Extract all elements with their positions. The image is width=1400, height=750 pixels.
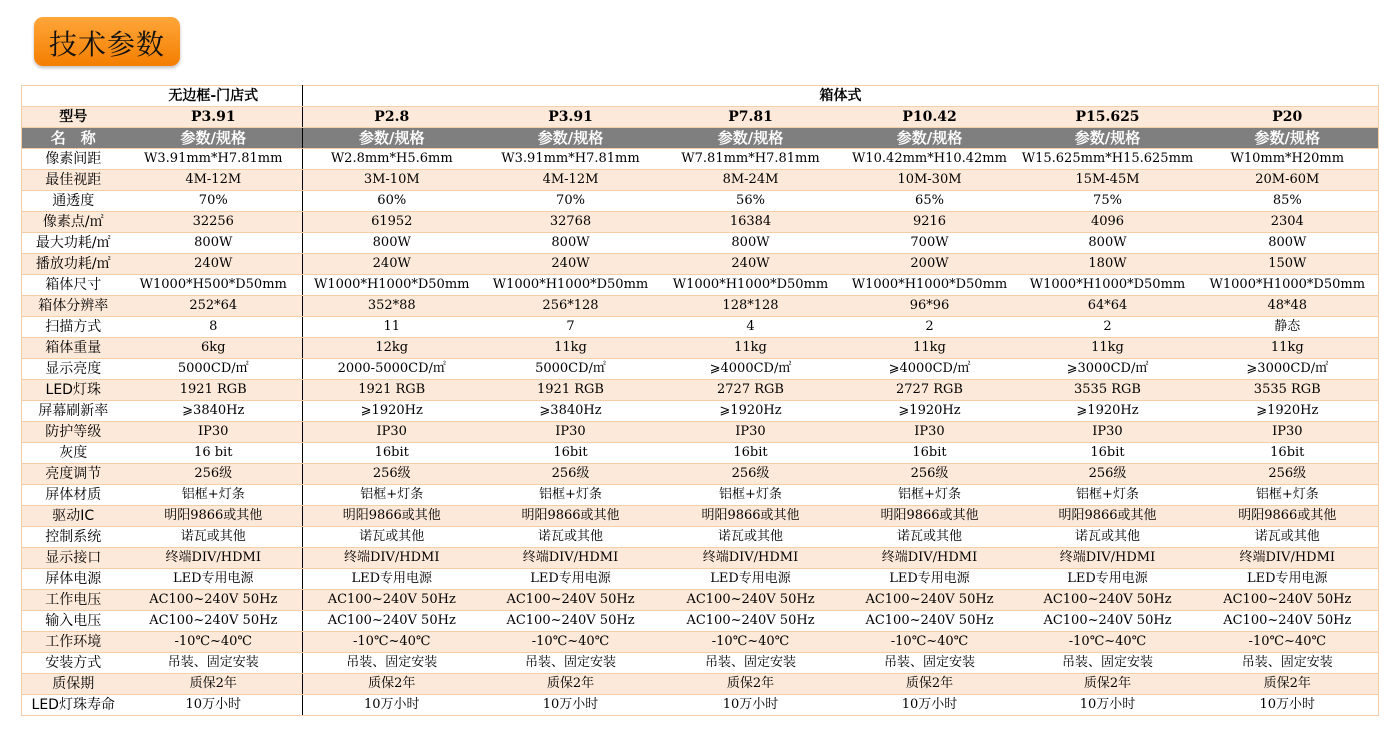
value-cell: 256级 bbox=[661, 464, 841, 485]
value-cell: 质保2年 bbox=[1197, 674, 1379, 695]
value-cell: 20M-60M bbox=[1197, 170, 1379, 191]
table-row bbox=[22, 506, 1379, 527]
value-cell: 明阳9866或其他 bbox=[1197, 506, 1379, 527]
value-cell: 64*64 bbox=[1019, 296, 1197, 317]
value-cell: 终端DIV/HDMI bbox=[841, 548, 1019, 569]
table-row bbox=[22, 632, 1379, 653]
row-label: 控制系统 bbox=[22, 527, 125, 548]
value-cell: LED专用电源 bbox=[1197, 569, 1379, 590]
value-cell: W1000*H1000*D50mm bbox=[481, 275, 661, 296]
model-cell: P15.625 bbox=[1019, 107, 1197, 128]
table-row bbox=[22, 590, 1379, 611]
value-cell: 96*96 bbox=[841, 296, 1019, 317]
value-cell: 240W bbox=[125, 254, 303, 275]
value-cell: 12kg bbox=[303, 338, 481, 359]
table-row bbox=[22, 485, 1379, 506]
value-cell: 10万小时 bbox=[661, 695, 841, 716]
value-cell: 256*128 bbox=[481, 296, 661, 317]
value-cell: 11kg bbox=[1197, 338, 1379, 359]
value-cell: AC100~240V 50Hz bbox=[125, 611, 303, 632]
value-cell: 16bit bbox=[841, 443, 1019, 464]
value-cell: 明阳9866或其他 bbox=[481, 506, 661, 527]
value-cell: 15M-45M bbox=[1019, 170, 1197, 191]
value-cell: 200W bbox=[841, 254, 1019, 275]
table-row bbox=[22, 359, 1379, 380]
value-cell: 终端DIV/HDMI bbox=[1019, 548, 1197, 569]
value-cell: W15.625mm*H15.625mm bbox=[1019, 149, 1197, 170]
row-label: 通透度 bbox=[22, 191, 125, 212]
value-cell: 16384 bbox=[661, 212, 841, 233]
value-cell: 256级 bbox=[841, 464, 1019, 485]
param-column-header: 参数/规格 bbox=[1019, 128, 1197, 149]
row-label: 最大功耗/㎡ bbox=[22, 233, 125, 254]
table-row bbox=[22, 191, 1379, 212]
value-cell: ⩾1920Hz bbox=[1019, 401, 1197, 422]
value-cell: AC100~240V 50Hz bbox=[1197, 611, 1379, 632]
model-cell: P10.42 bbox=[841, 107, 1019, 128]
value-cell: 6kg bbox=[125, 338, 303, 359]
row-label: 像素点/㎡ bbox=[22, 212, 125, 233]
value-cell: 2 bbox=[1019, 317, 1197, 338]
value-cell: AC100~240V 50Hz bbox=[303, 611, 481, 632]
row-label: 显示亮度 bbox=[22, 359, 125, 380]
value-cell: 明阳9866或其他 bbox=[125, 506, 303, 527]
value-cell: ⩾1920Hz bbox=[841, 401, 1019, 422]
param-column-header: 参数/规格 bbox=[1197, 128, 1379, 149]
value-cell: 4 bbox=[661, 317, 841, 338]
value-cell: 明阳9866或其他 bbox=[303, 506, 481, 527]
row-label: 像素间距 bbox=[22, 149, 125, 170]
value-cell: LED专用电源 bbox=[661, 569, 841, 590]
value-cell: 8M-24M bbox=[661, 170, 841, 191]
value-cell: 质保2年 bbox=[303, 674, 481, 695]
value-cell: IP30 bbox=[1019, 422, 1197, 443]
value-cell: 48*48 bbox=[1197, 296, 1379, 317]
value-cell: W3.91mm*H7.81mm bbox=[125, 149, 303, 170]
value-cell: 16 bit bbox=[125, 443, 303, 464]
param-column-header: 参数/规格 bbox=[481, 128, 661, 149]
value-cell: AC100~240V 50Hz bbox=[1019, 611, 1197, 632]
value-cell: 240W bbox=[303, 254, 481, 275]
value-cell: 32768 bbox=[481, 212, 661, 233]
value-cell: 240W bbox=[481, 254, 661, 275]
row-label: 驱动IC bbox=[22, 506, 125, 527]
value-cell: 吊装、固定安装 bbox=[303, 653, 481, 674]
value-cell: AC100~240V 50Hz bbox=[1019, 590, 1197, 611]
value-cell: 吊装、固定安装 bbox=[1019, 653, 1197, 674]
value-cell: 10万小时 bbox=[1019, 695, 1197, 716]
table-row bbox=[22, 296, 1379, 317]
value-cell: 800W bbox=[125, 233, 303, 254]
value-cell: 352*88 bbox=[303, 296, 481, 317]
value-cell: 800W bbox=[481, 233, 661, 254]
value-cell: LED专用电源 bbox=[841, 569, 1019, 590]
value-cell: W10mm*H20mm bbox=[1197, 149, 1379, 170]
value-cell: LED专用电源 bbox=[1019, 569, 1197, 590]
value-cell: 终端DIV/HDMI bbox=[125, 548, 303, 569]
value-cell: -10℃~40℃ bbox=[841, 632, 1019, 653]
value-cell: 铝框+灯条 bbox=[303, 485, 481, 506]
value-cell: 16bit bbox=[481, 443, 661, 464]
value-cell: 800W bbox=[303, 233, 481, 254]
param-column-header: 参数/规格 bbox=[661, 128, 841, 149]
value-cell: IP30 bbox=[125, 422, 303, 443]
value-cell: 2 bbox=[841, 317, 1019, 338]
value-cell: 吊装、固定安装 bbox=[661, 653, 841, 674]
value-cell: 75% bbox=[1019, 191, 1197, 212]
value-cell: 铝框+灯条 bbox=[481, 485, 661, 506]
param-column-header: 参数/规格 bbox=[303, 128, 481, 149]
param-column-header: 参数/规格 bbox=[841, 128, 1019, 149]
table-row bbox=[22, 149, 1379, 170]
value-cell: 2304 bbox=[1197, 212, 1379, 233]
group-header-frameless: 无边框-门店式 bbox=[125, 86, 303, 107]
column-header-row bbox=[22, 128, 1379, 149]
table-row bbox=[22, 527, 1379, 548]
value-cell: AC100~240V 50Hz bbox=[303, 590, 481, 611]
model-cell: P20 bbox=[1197, 107, 1379, 128]
row-label: 灰度 bbox=[22, 443, 125, 464]
row-label: 箱体重量 bbox=[22, 338, 125, 359]
value-cell: 11kg bbox=[661, 338, 841, 359]
spec-table-body bbox=[22, 86, 1379, 716]
param-column-header: 参数/规格 bbox=[125, 128, 303, 149]
value-cell: 70% bbox=[125, 191, 303, 212]
value-cell: 8 bbox=[125, 317, 303, 338]
value-cell: 1921 RGB bbox=[303, 380, 481, 401]
value-cell: 铝框+灯条 bbox=[841, 485, 1019, 506]
value-cell: IP30 bbox=[661, 422, 841, 443]
value-cell: AC100~240V 50Hz bbox=[661, 590, 841, 611]
value-cell: 16bit bbox=[1019, 443, 1197, 464]
value-cell: AC100~240V 50Hz bbox=[1197, 590, 1379, 611]
value-cell: 质保2年 bbox=[661, 674, 841, 695]
value-cell: 5000CD/㎡ bbox=[125, 359, 303, 380]
value-cell: 吊装、固定安装 bbox=[1197, 653, 1379, 674]
value-cell: 252*64 bbox=[125, 296, 303, 317]
value-cell: 3M-10M bbox=[303, 170, 481, 191]
row-label: 质保期 bbox=[22, 674, 125, 695]
value-cell: 11kg bbox=[481, 338, 661, 359]
model-cell: P7.81 bbox=[661, 107, 841, 128]
row-label: LED灯珠 bbox=[22, 380, 125, 401]
model-cell: P3.91 bbox=[481, 107, 661, 128]
value-cell: 明阳9866或其他 bbox=[841, 506, 1019, 527]
table-row bbox=[22, 443, 1379, 464]
value-cell: ⩾3840Hz bbox=[481, 401, 661, 422]
value-cell: 11 bbox=[303, 317, 481, 338]
spec-table bbox=[21, 85, 1379, 716]
table-row bbox=[22, 233, 1379, 254]
value-cell: W7.81mm*H7.81mm bbox=[661, 149, 841, 170]
value-cell: 10M-30M bbox=[841, 170, 1019, 191]
value-cell: 10万小时 bbox=[303, 695, 481, 716]
value-cell: ⩾3000CD/㎡ bbox=[1019, 359, 1197, 380]
value-cell: ⩾3000CD/㎡ bbox=[1197, 359, 1379, 380]
table-row bbox=[22, 674, 1379, 695]
value-cell: W1000*H1000*D50mm bbox=[661, 275, 841, 296]
value-cell: 质保2年 bbox=[125, 674, 303, 695]
value-cell: 5000CD/㎡ bbox=[481, 359, 661, 380]
table-row bbox=[22, 401, 1379, 422]
value-cell: 诺瓦或其他 bbox=[481, 527, 661, 548]
value-cell: 铝框+灯条 bbox=[1019, 485, 1197, 506]
row-label: 工作电压 bbox=[22, 590, 125, 611]
row-label: 屏幕刷新率 bbox=[22, 401, 125, 422]
value-cell: 128*128 bbox=[661, 296, 841, 317]
value-cell: 4096 bbox=[1019, 212, 1197, 233]
row-label: 亮度调节 bbox=[22, 464, 125, 485]
value-cell: 61952 bbox=[303, 212, 481, 233]
value-cell: 质保2年 bbox=[481, 674, 661, 695]
table-row bbox=[22, 464, 1379, 485]
table-row bbox=[22, 338, 1379, 359]
value-cell: 800W bbox=[661, 233, 841, 254]
value-cell: 10万小时 bbox=[841, 695, 1019, 716]
value-cell: 3535 RGB bbox=[1019, 380, 1197, 401]
value-cell: IP30 bbox=[481, 422, 661, 443]
table-row bbox=[22, 170, 1379, 191]
value-cell: ⩾1920Hz bbox=[303, 401, 481, 422]
model-label: 型号 bbox=[22, 107, 125, 128]
value-cell: 诺瓦或其他 bbox=[661, 527, 841, 548]
value-cell: LED专用电源 bbox=[125, 569, 303, 590]
row-label: 显示接口 bbox=[22, 548, 125, 569]
value-cell: 10万小时 bbox=[125, 695, 303, 716]
value-cell: W1000*H1000*D50mm bbox=[303, 275, 481, 296]
value-cell: 质保2年 bbox=[841, 674, 1019, 695]
value-cell: 9216 bbox=[841, 212, 1019, 233]
model-cell: P2.8 bbox=[303, 107, 481, 128]
value-cell: 7 bbox=[481, 317, 661, 338]
value-cell: 诺瓦或其他 bbox=[125, 527, 303, 548]
value-cell: -10℃~40℃ bbox=[303, 632, 481, 653]
value-cell: ⩾1920Hz bbox=[661, 401, 841, 422]
table-row bbox=[22, 695, 1379, 716]
value-cell: 56% bbox=[661, 191, 841, 212]
table-row bbox=[22, 611, 1379, 632]
row-label: 扫描方式 bbox=[22, 317, 125, 338]
value-cell: ⩾4000CD/㎡ bbox=[841, 359, 1019, 380]
table-row bbox=[22, 254, 1379, 275]
table-row bbox=[22, 548, 1379, 569]
value-cell: 2727 RGB bbox=[841, 380, 1019, 401]
value-cell: 85% bbox=[1197, 191, 1379, 212]
value-cell: 256级 bbox=[303, 464, 481, 485]
table-row bbox=[22, 380, 1379, 401]
value-cell: 1921 RGB bbox=[481, 380, 661, 401]
group-header-cabinet: 箱体式 bbox=[303, 86, 1379, 107]
row-label: 最佳视距 bbox=[22, 170, 125, 191]
row-label: 播放功耗/㎡ bbox=[22, 254, 125, 275]
row-label: 屏体材质 bbox=[22, 485, 125, 506]
value-cell: W10.42mm*H10.42mm bbox=[841, 149, 1019, 170]
value-cell: 终端DIV/HDMI bbox=[303, 548, 481, 569]
value-cell: 明阳9866或其他 bbox=[661, 506, 841, 527]
value-cell: 256级 bbox=[1197, 464, 1379, 485]
name-column-header: 名 称 bbox=[22, 128, 125, 149]
row-label: LED灯珠寿命 bbox=[22, 695, 125, 716]
row-label: 箱体分辨率 bbox=[22, 296, 125, 317]
model-row bbox=[22, 107, 1379, 128]
table-row bbox=[22, 317, 1379, 338]
value-cell: 终端DIV/HDMI bbox=[481, 548, 661, 569]
row-label: 工作环境 bbox=[22, 632, 125, 653]
value-cell: AC100~240V 50Hz bbox=[661, 611, 841, 632]
value-cell: -10℃~40℃ bbox=[1019, 632, 1197, 653]
value-cell: 16bit bbox=[661, 443, 841, 464]
value-cell: 终端DIV/HDMI bbox=[661, 548, 841, 569]
value-cell: 2000-5000CD/㎡ bbox=[303, 359, 481, 380]
value-cell: 诺瓦或其他 bbox=[841, 527, 1019, 548]
value-cell: 16bit bbox=[303, 443, 481, 464]
value-cell: -10℃~40℃ bbox=[481, 632, 661, 653]
value-cell: 800W bbox=[1197, 233, 1379, 254]
value-cell: 16bit bbox=[1197, 443, 1379, 464]
value-cell: 诺瓦或其他 bbox=[303, 527, 481, 548]
value-cell: 150W bbox=[1197, 254, 1379, 275]
value-cell: 诺瓦或其他 bbox=[1197, 527, 1379, 548]
value-cell: -10℃~40℃ bbox=[1197, 632, 1379, 653]
value-cell: IP30 bbox=[841, 422, 1019, 443]
value-cell: 256级 bbox=[481, 464, 661, 485]
value-cell: 1921 RGB bbox=[125, 380, 303, 401]
section-title: 技术参数 bbox=[48, 28, 165, 61]
value-cell: 60% bbox=[303, 191, 481, 212]
value-cell: 240W bbox=[661, 254, 841, 275]
value-cell: 3535 RGB bbox=[1197, 380, 1379, 401]
value-cell: ⩾3840Hz bbox=[125, 401, 303, 422]
value-cell: LED专用电源 bbox=[303, 569, 481, 590]
value-cell: AC100~240V 50Hz bbox=[481, 590, 661, 611]
value-cell: 质保2年 bbox=[1019, 674, 1197, 695]
value-cell: 65% bbox=[841, 191, 1019, 212]
value-cell: W1000*H1000*D50mm bbox=[1197, 275, 1379, 296]
value-cell: W1000*H1000*D50mm bbox=[841, 275, 1019, 296]
value-cell: -10℃~40℃ bbox=[661, 632, 841, 653]
value-cell: 终端DIV/HDMI bbox=[1197, 548, 1379, 569]
value-cell: 32256 bbox=[125, 212, 303, 233]
value-cell: ⩾4000CD/㎡ bbox=[661, 359, 841, 380]
value-cell: 4M-12M bbox=[125, 170, 303, 191]
value-cell: 180W bbox=[1019, 254, 1197, 275]
value-cell: 11kg bbox=[841, 338, 1019, 359]
value-cell: W2.8mm*H5.6mm bbox=[303, 149, 481, 170]
row-label: 防护等级 bbox=[22, 422, 125, 443]
value-cell: 70% bbox=[481, 191, 661, 212]
value-cell: 吊装、固定安装 bbox=[125, 653, 303, 674]
table-row bbox=[22, 275, 1379, 296]
value-cell: 10万小时 bbox=[1197, 695, 1379, 716]
value-cell: 256级 bbox=[125, 464, 303, 485]
value-cell: 4M-12M bbox=[481, 170, 661, 191]
value-cell: ⩾1920Hz bbox=[1197, 401, 1379, 422]
row-label: 屏体电源 bbox=[22, 569, 125, 590]
value-cell: W1000*H1000*D50mm bbox=[1019, 275, 1197, 296]
row-label: 输入电压 bbox=[22, 611, 125, 632]
value-cell: 吊装、固定安装 bbox=[481, 653, 661, 674]
value-cell: 11kg bbox=[1019, 338, 1197, 359]
section-title-badge bbox=[34, 17, 180, 66]
value-cell: 铝框+灯条 bbox=[125, 485, 303, 506]
value-cell: LED专用电源 bbox=[481, 569, 661, 590]
group-header-row bbox=[22, 86, 1379, 107]
table-row bbox=[22, 569, 1379, 590]
value-cell: AC100~240V 50Hz bbox=[841, 590, 1019, 611]
table-row bbox=[22, 422, 1379, 443]
value-cell: 铝框+灯条 bbox=[661, 485, 841, 506]
value-cell: 2727 RGB bbox=[661, 380, 841, 401]
value-cell: 诺瓦或其他 bbox=[1019, 527, 1197, 548]
value-cell: 静态 bbox=[1197, 317, 1379, 338]
row-label: 安装方式 bbox=[22, 653, 125, 674]
table-row bbox=[22, 653, 1379, 674]
value-cell: AC100~240V 50Hz bbox=[841, 611, 1019, 632]
value-cell: 铝框+灯条 bbox=[1197, 485, 1379, 506]
table-row bbox=[22, 212, 1379, 233]
value-cell: -10℃~40℃ bbox=[125, 632, 303, 653]
value-cell: 明阳9866或其他 bbox=[1019, 506, 1197, 527]
value-cell: 256级 bbox=[1019, 464, 1197, 485]
value-cell: 800W bbox=[1019, 233, 1197, 254]
value-cell: W3.91mm*H7.81mm bbox=[481, 149, 661, 170]
row-label: 箱体尺寸 bbox=[22, 275, 125, 296]
value-cell: W1000*H500*D50mm bbox=[125, 275, 303, 296]
value-cell: IP30 bbox=[303, 422, 481, 443]
model-cell: P3.91 bbox=[125, 107, 303, 128]
value-cell: 吊装、固定安装 bbox=[841, 653, 1019, 674]
value-cell: AC100~240V 50Hz bbox=[481, 611, 661, 632]
group-header-blank bbox=[22, 86, 125, 107]
value-cell: IP30 bbox=[1197, 422, 1379, 443]
value-cell: AC100~240V 50Hz bbox=[125, 590, 303, 611]
value-cell: 10万小时 bbox=[481, 695, 661, 716]
value-cell: 700W bbox=[841, 233, 1019, 254]
